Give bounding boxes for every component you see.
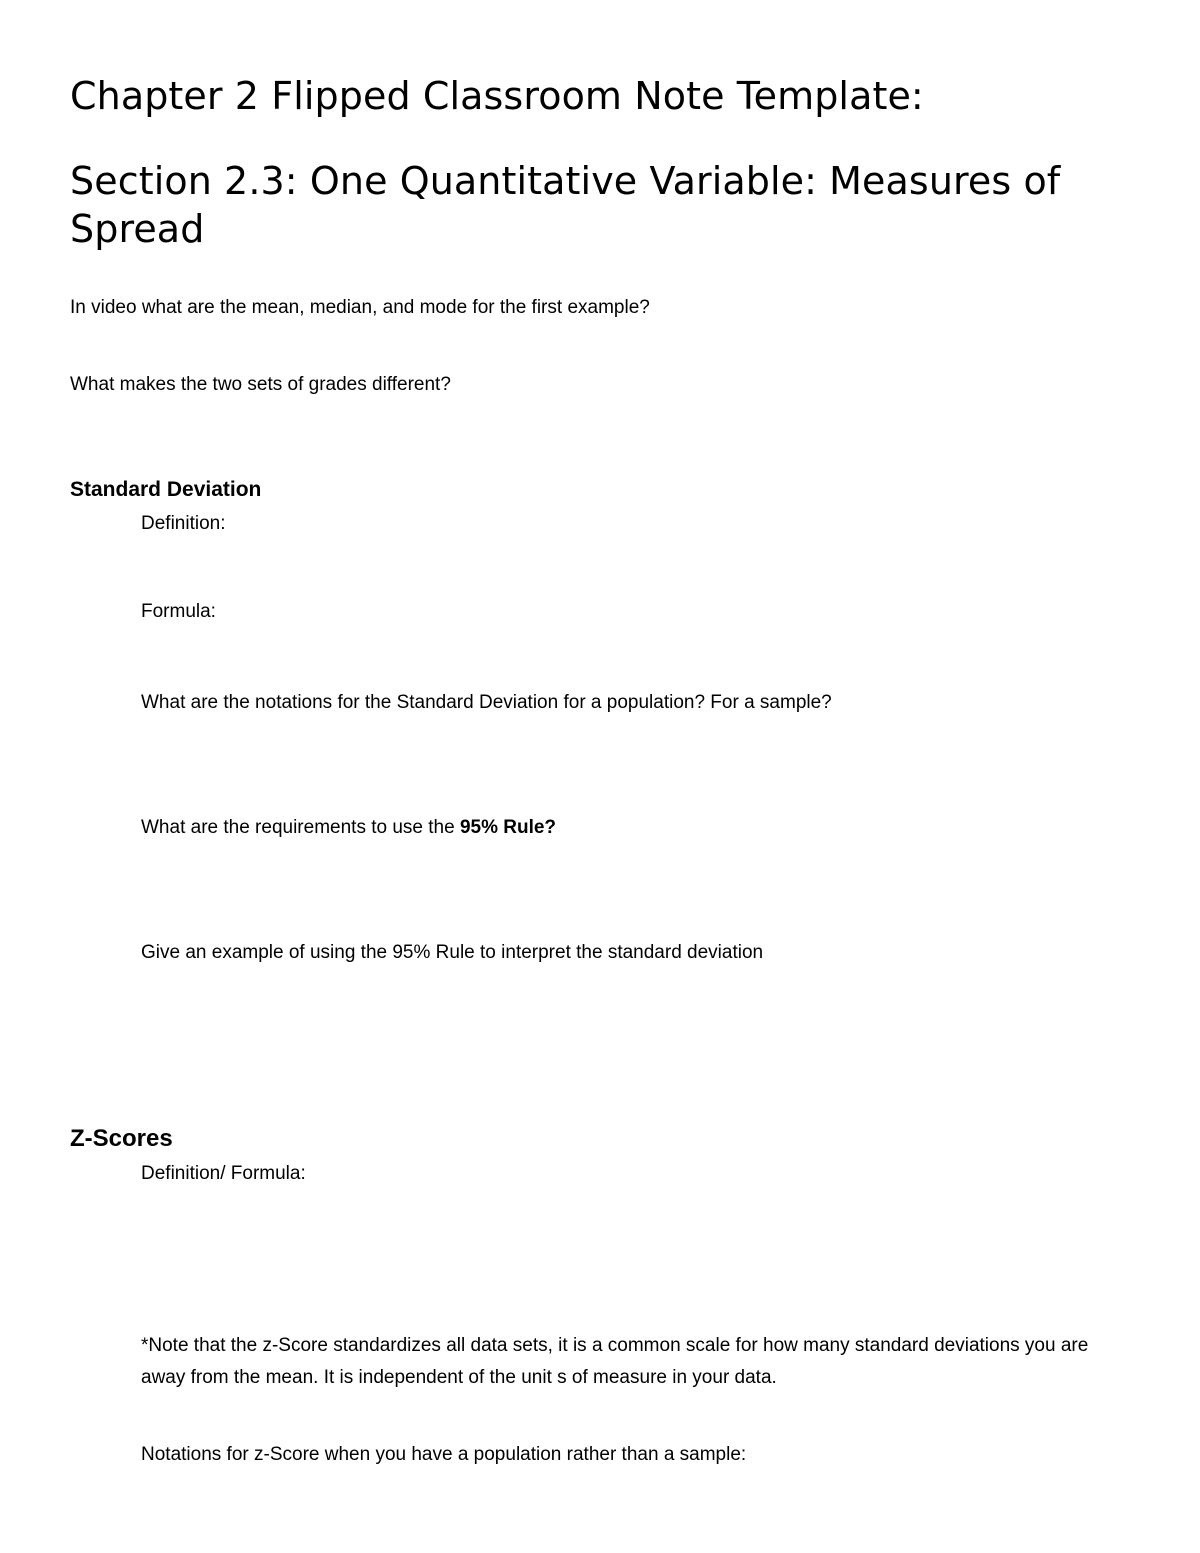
- z-notations-question: Notations for z-Score when you have a population rather than a sample:: [141, 1444, 747, 1465]
- sd-definition-label: Definition:: [141, 513, 226, 534]
- z-scores-heading: Z-Scores: [70, 1125, 173, 1152]
- sd-example-question: Give an example of using the 95% Rule to interpret the standard deviation: [141, 942, 764, 963]
- z-definition-formula-label: Definition/ Formula:: [141, 1163, 306, 1184]
- standard-deviation-heading: Standard Deviation: [70, 478, 262, 501]
- question-grades-different: What makes the two sets of grades different?: [70, 374, 451, 395]
- sd-notations-question: What are the notations for the Standard Deviation for a population? For a sample?: [141, 692, 832, 713]
- z-score-note: *Note that the z-Score standardizes all data sets, it is a common scale for how many standard deviations you are away from the mean. It is independent of the unit s of measure in your data.: [141, 1335, 1089, 1388]
- section-title: Section 2.3: One Quantitative Variable: Measures of Spread: [70, 159, 1061, 251]
- sd-requirements-question: [141, 816, 556, 840]
- document-title: Chapter 2 Flipped Classroom Note Template:: [70, 74, 924, 118]
- sd-formula-label: Formula:: [141, 601, 216, 622]
- sd-requirements-text: What are the requirements to use the: [141, 817, 460, 838]
- sd-requirements-rule: 95% Rule?: [459, 817, 557, 838]
- question-mean-median-mode: In video what are the mean, median, and mode for the first example?: [70, 297, 650, 318]
